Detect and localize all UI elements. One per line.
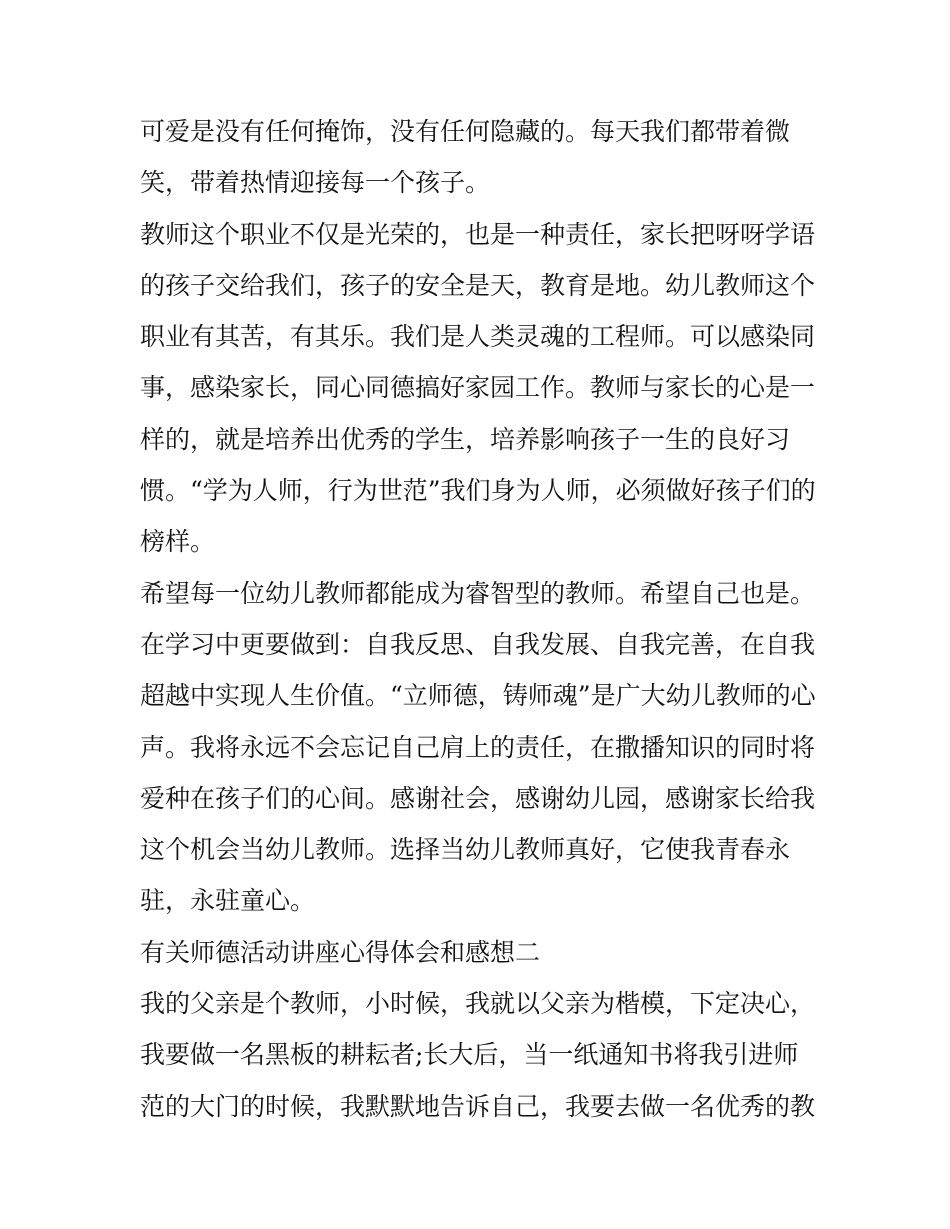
text-line: 我要做一名黑板的耕耘者;长大后，当一纸通知书将我引进师 [140,1040,799,1070]
text-line: 事，感染家长，同心同德搞好家园工作。教师与家长的心是一 [140,373,816,403]
text-line: 我的父亲是个教师，小时候，我就以父亲为楷模，下定决心， [140,989,816,1019]
text-line: 惯。“学为人师，行为世范”我们身为人师，必须做好孩子们的 [140,476,816,506]
text-line: 可爱是没有任何掩饰，没有任何隐藏的。每天我们都带着微 [140,117,791,146]
text-line: 样的，就是培养出优秀的学生，培养影响孩子一生的良好习 [140,424,791,454]
text-line: 笑，带着热情迎接每一个孩子。 [140,168,491,198]
text-line: 爱种在孩子们的心间。感谢社会，感谢幼儿园，感谢家长给我 [140,783,816,813]
text-line: 超越中实现人生价值。“立师德，铸师魂”是广大幼儿教师的心 [140,681,816,711]
text-line: 在学习中更要做到：自我反思、自我发展、自我完善，在自我 [140,629,816,659]
text-line: 职业有其苦，有其乐。我们是人类灵魂的工程师。可以感染同 [140,322,816,352]
text-line: 教师这个职业不仅是光荣的，也是一种责任，家长把呀呀学语 [140,219,816,249]
text-line: 希望每一位幼儿教师都能成为睿智型的教师。希望自己也是。 [140,578,816,608]
text-line: 榜样。 [140,527,216,557]
document-body [140,106,815,1132]
text-line: 声。我将永远不会忘记自己肩上的责任，在撒播知识的同时将 [140,732,816,762]
text-line: 的孩子交给我们，孩子的安全是天，教育是地。幼儿教师这个 [140,270,816,300]
text-line: 范的大门的时候，我默默地告诉自己，我要去做一名优秀的教 [140,1091,816,1121]
section-heading: 有关师德活动讲座心得体会和感想二 [140,937,541,967]
text-line: 这个机会当幼儿教师。选择当幼儿教师真好，它使我青春永 [140,835,791,865]
text-line: 驻，永驻童心。 [140,886,316,916]
